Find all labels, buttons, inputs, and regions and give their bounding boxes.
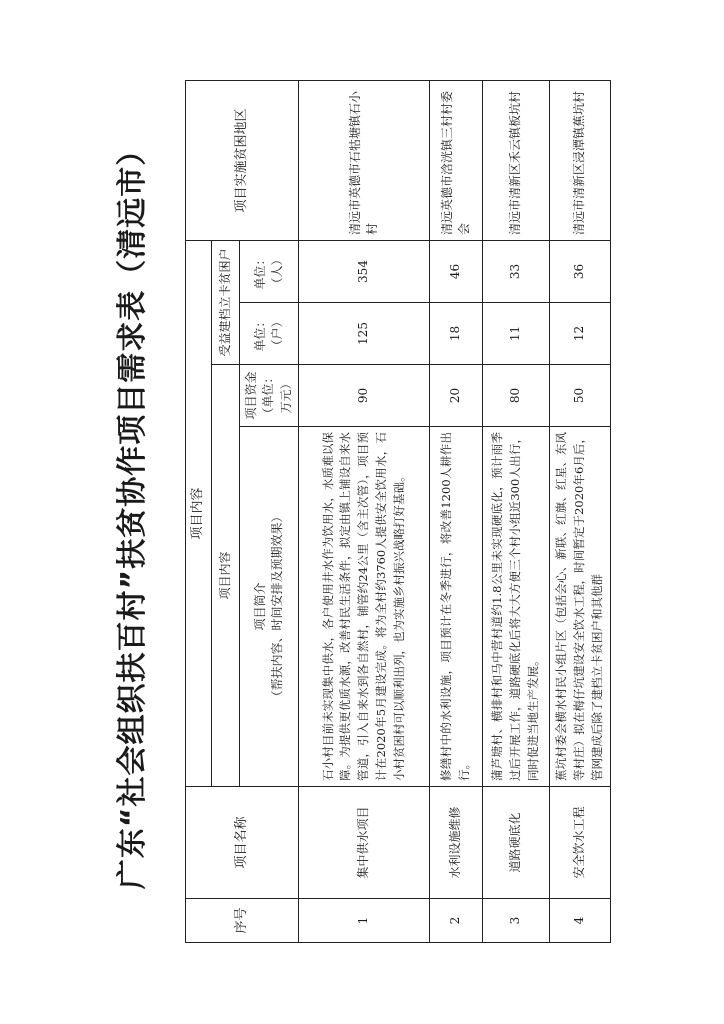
header-seq: 序号 bbox=[186, 899, 299, 943]
cell-area: 清远市清新区浸潭镇蕉坑村 bbox=[550, 80, 610, 240]
cell-fund: 50 bbox=[550, 365, 610, 427]
cell-fund: 80 bbox=[483, 365, 550, 427]
table-row bbox=[430, 80, 483, 942]
header-area: 项目实施贫困地区 bbox=[186, 80, 299, 240]
header-intro bbox=[240, 427, 299, 787]
cell-seq: 3 bbox=[483, 899, 550, 943]
table-row bbox=[299, 80, 430, 942]
header-name: 项目名称 bbox=[186, 787, 299, 899]
rotated-sheet bbox=[103, 81, 635, 943]
cell-people: 33 bbox=[483, 240, 550, 302]
cell-desc: 蕉坑村委会横水村民小组片区（包括会心、新联、红旗、红星、东风等村庄）拟在梅仔坑建设安全饮水工程，时间暂定于2020年6月后，管网建成后除了建档立卡贫困户和其他群 bbox=[550, 427, 610, 787]
cell-desc: 蒲芦塘村、横排村和马中营村道约1.8公里未实现硬底化，预计雨季过后开展工作，道路硬底化后将大大方便三个村小组近300人出行，同时促进当地生产发展。 bbox=[483, 427, 550, 787]
cell-area: 清远市清新区禾云镇板坑村 bbox=[483, 80, 550, 240]
page-title: 广东“社会组织扶百村”扶贫协作项目需求表（清远市） bbox=[115, 134, 150, 890]
header-content-group: 项目内容 bbox=[186, 240, 212, 786]
cell-people: 46 bbox=[430, 240, 483, 302]
table-row bbox=[550, 80, 610, 942]
cell-name: 水利设施维修 bbox=[430, 787, 483, 899]
cell-name: 安全饮水工程 bbox=[550, 787, 610, 899]
cell-households: 11 bbox=[483, 303, 550, 365]
header-fund: 项目资金（单位：万元） bbox=[240, 365, 299, 427]
cell-seq: 4 bbox=[550, 899, 610, 943]
cell-desc: 修缮村中的水利设施，项目预计在冬季进行，将改善1200人耕作出行。 bbox=[430, 427, 483, 787]
header-intro-title: 项目简介 bbox=[252, 582, 267, 631]
cell-area: 清远英德市浛洸镇三村村委会 bbox=[430, 80, 483, 240]
cell-households: 18 bbox=[430, 303, 483, 365]
project-table bbox=[185, 80, 611, 943]
cell-people: 354 bbox=[299, 240, 430, 302]
cell-area: 清远市英德市石牯塘镇石小村 bbox=[299, 80, 430, 240]
header-people: 单位：（人） bbox=[240, 240, 299, 302]
cell-people: 36 bbox=[550, 240, 610, 302]
cell-households: 12 bbox=[550, 303, 610, 365]
cell-seq: 1 bbox=[299, 899, 430, 943]
header-benefit: 受益建档立卡贫困户 bbox=[212, 240, 240, 364]
cell-fund: 20 bbox=[430, 365, 483, 427]
table-row bbox=[483, 80, 550, 942]
cell-name: 道路硬底化 bbox=[483, 787, 550, 899]
cell-households: 125 bbox=[299, 303, 430, 365]
cell-name: 集中供水项目 bbox=[299, 787, 430, 899]
cell-desc: 石小村目前未实现集中供水，各户使用井水作为饮用水，水质难以保障。为提供更优质水源，改善村民生活条件，拟定由镇上铺设自来水管道，引入自来水到各自然村，铺管约24公里（含主次管），项目预计在2020年5月建设完成。将为全村约3760人提供安全饮用水，石小村贫困村可以顺利出列，也为实施乡村振兴战略打好基础。 bbox=[299, 427, 430, 787]
header-intro-note: （帮扶内容、时间安排及预期效果） bbox=[270, 510, 285, 703]
header-content-sub: 项目内容 bbox=[212, 365, 240, 787]
cell-fund: 90 bbox=[299, 365, 430, 427]
header-households: 单位：（户） bbox=[240, 303, 299, 365]
cell-seq: 2 bbox=[430, 899, 483, 943]
